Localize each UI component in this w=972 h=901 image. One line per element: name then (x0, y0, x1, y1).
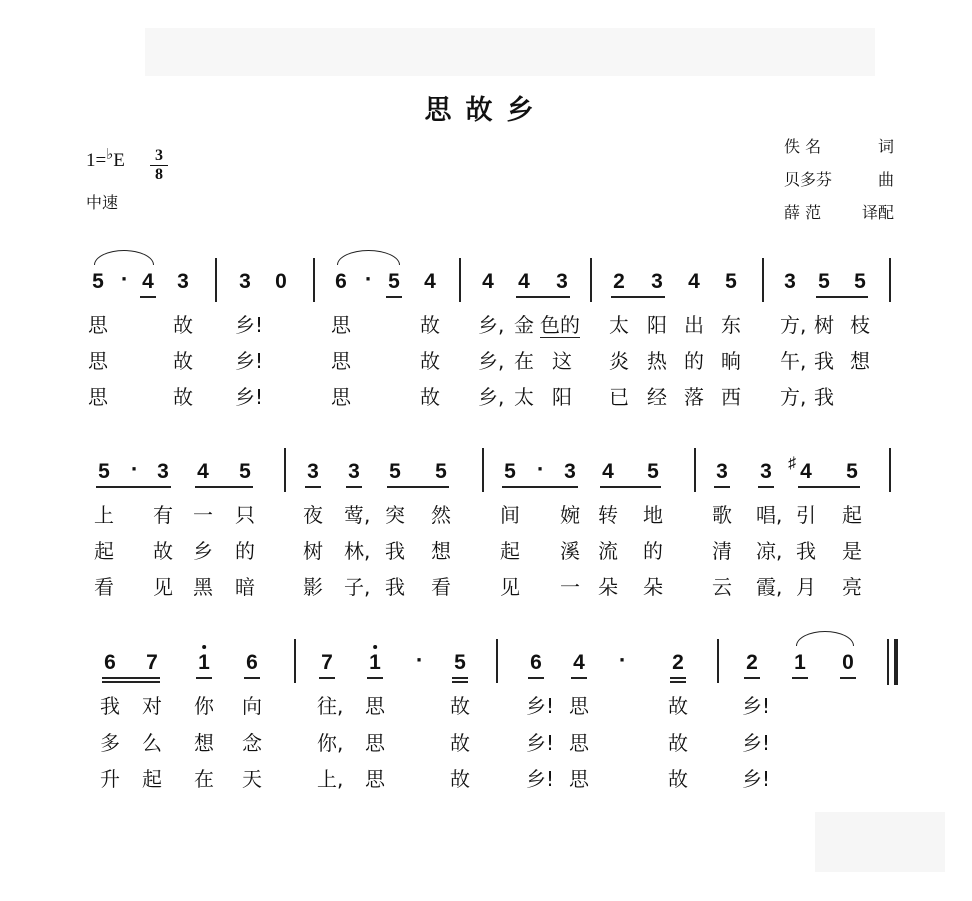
note (142, 270, 154, 294)
note (424, 270, 436, 294)
lyric-syllable: 阳 (552, 385, 572, 409)
lyric-syllable: 天 (242, 767, 262, 791)
note-digit: 3 (651, 270, 663, 293)
lyric-syllable: 婉 (560, 503, 580, 527)
underline (386, 296, 402, 298)
note (725, 270, 737, 294)
note (197, 460, 209, 484)
lyric-syllable: 思 (569, 767, 589, 791)
lyric-syllable: 故 (450, 767, 470, 791)
underline (611, 296, 665, 298)
lyric-syllable: 故 (420, 349, 440, 373)
lyric-syllable: 故 (450, 694, 470, 718)
note (788, 455, 812, 484)
underline (96, 486, 171, 488)
lyric-syllable: 向 (242, 694, 262, 718)
underline (744, 677, 760, 679)
note (98, 460, 110, 484)
note-digit: 3 (784, 270, 796, 293)
barline (215, 258, 217, 302)
lyric-syllable: 在 (514, 349, 534, 373)
credit-composer (784, 167, 894, 190)
underline (452, 681, 468, 683)
note (239, 270, 251, 294)
lyric-syllable: 霞, (756, 575, 783, 599)
note (602, 460, 614, 484)
note-digit: 6 (530, 651, 542, 674)
credit-lyricist (784, 134, 894, 157)
lyric-syllable: 溪 (560, 539, 580, 563)
note (321, 651, 333, 675)
time-denominator: 8 (155, 166, 163, 183)
lyric-syllable: 黑 (193, 575, 213, 599)
note (647, 460, 659, 484)
note (518, 270, 530, 294)
lyric-syllable: 上 (94, 503, 114, 527)
note-digit: 3 (157, 460, 169, 483)
lyric-syllable: 然 (431, 503, 451, 527)
underline (319, 677, 335, 679)
lyric-syllable: 热 (647, 349, 667, 373)
lyric-syllable: 乡! (235, 349, 264, 373)
note (104, 651, 116, 675)
lyric-syllable: 朵 (643, 575, 663, 599)
note-digit: 3 (564, 460, 576, 483)
barline (590, 258, 592, 302)
note-digit: 7 (321, 651, 333, 674)
lyric-syllable: 思 (365, 731, 385, 755)
note-digit: 3 (348, 460, 360, 483)
underline (387, 486, 449, 488)
note (348, 460, 360, 484)
lyric-syllable: 升 (100, 767, 120, 791)
lyric-syllable: 这 (552, 349, 572, 373)
lyric-syllable: 故 (173, 385, 193, 409)
note (504, 460, 516, 484)
lyric-syllable: 想 (850, 349, 870, 373)
note-digit: 1 (794, 651, 806, 674)
note (573, 651, 585, 675)
lyric-syllable: 清 (712, 539, 732, 563)
augmentation-dot: · (618, 650, 626, 671)
underline (102, 677, 160, 679)
lyric-syllable: 我 (814, 349, 834, 373)
octave-dot (373, 645, 377, 649)
underline (305, 486, 321, 488)
lyric-syllable: 思 (569, 694, 589, 718)
lyric-syllable: 乡 (193, 539, 213, 563)
time-numerator: 3 (155, 147, 163, 164)
lyric-syllable: 莺, (344, 503, 371, 527)
note-digit: 3 (177, 270, 189, 293)
note (198, 651, 210, 675)
lyric-syllable: 故 (668, 767, 688, 791)
note-digit: 4 (197, 460, 209, 483)
note (92, 270, 104, 294)
underline (195, 486, 253, 488)
lyric-syllable: 见 (500, 575, 520, 599)
note (388, 270, 400, 294)
note-digit: 6 (246, 651, 258, 674)
note (794, 651, 806, 675)
lyric-syllable: 林, (344, 539, 371, 563)
note-digit: 4 (573, 651, 585, 674)
lyric-syllable: 故 (420, 313, 440, 337)
underline (140, 296, 156, 298)
sharp-sign: ♯ (788, 455, 797, 472)
lyric-syllable: 树 (814, 313, 834, 337)
background-band (145, 28, 875, 76)
note (307, 460, 319, 484)
underline (714, 486, 730, 488)
lyric-syllable: 方, (780, 385, 807, 409)
note (239, 460, 251, 484)
note (389, 460, 401, 484)
barline (294, 639, 296, 683)
flat-sign: ♭ (106, 147, 114, 163)
note (335, 270, 347, 294)
lyric-syllable: 影 (303, 575, 323, 599)
lyric-syllable: 流 (598, 539, 618, 563)
note-digit: 4 (800, 460, 812, 483)
lyric-syllable: 出 (684, 313, 704, 337)
augmentation-dot: · (130, 459, 138, 480)
note-digit: 0 (275, 270, 287, 293)
note (564, 460, 576, 484)
lyric-syllable: 对 (142, 694, 162, 718)
underline (798, 486, 860, 488)
note-digit: 4 (142, 270, 154, 293)
note-digit: 5 (239, 460, 251, 483)
final-barline (887, 639, 889, 685)
lyric-syllable: 思 (365, 694, 385, 718)
barline (313, 258, 315, 302)
lyric-syllable: 故 (173, 349, 193, 373)
note (842, 651, 854, 675)
note (854, 270, 866, 294)
lyric-syllable: 的 (643, 539, 663, 563)
note-digit: 0 (842, 651, 854, 674)
underline (196, 677, 212, 679)
lyric-syllable: 东 (721, 313, 741, 337)
note-digit: 1 (198, 651, 210, 674)
note-digit: 5 (92, 270, 104, 293)
note (454, 651, 466, 675)
note-digit: 5 (388, 270, 400, 293)
lyric-syllable: 乡, (478, 313, 505, 337)
lyric-syllable: 故 (420, 385, 440, 409)
underline (571, 677, 587, 679)
lyric-syllable: 歌 (712, 503, 732, 527)
lyric-syllable: 云 (712, 575, 732, 599)
augmentation-dot: · (536, 459, 544, 480)
note (672, 651, 684, 675)
note (746, 651, 758, 675)
lyric-syllable: 落 (684, 385, 704, 409)
lyric-syllable: 我 (385, 575, 405, 599)
lyric-syllable: 思 (88, 349, 108, 373)
underline (516, 296, 570, 298)
lyric-syllable: 看 (94, 575, 114, 599)
lyric-syllable: 凉, (756, 539, 783, 563)
lyric-syllable: 在 (194, 767, 214, 791)
lyric-syllable: 念 (242, 731, 262, 755)
lyric-syllable: 乡! (235, 385, 264, 409)
note-digit: 4 (602, 460, 614, 483)
note (784, 270, 796, 294)
lyric-syllable: 间 (500, 503, 520, 527)
note (688, 270, 700, 294)
note-digit: 3 (239, 270, 251, 293)
lyric-syllable: 往, (317, 694, 344, 718)
lyric-syllable: 我 (814, 385, 834, 409)
underline (758, 486, 774, 488)
note (146, 651, 158, 675)
underline (502, 486, 578, 488)
lyric-syllable: 太 (514, 385, 534, 409)
lyric-syllable: 看 (431, 575, 451, 599)
lyric-syllable: 故 (450, 731, 470, 755)
note-digit: 5 (846, 460, 858, 483)
note-digit: 2 (672, 651, 684, 674)
lyric-syllable: 起 (500, 539, 520, 563)
note-digit: 5 (504, 460, 516, 483)
underline (816, 296, 868, 298)
note (846, 460, 858, 484)
lyric-syllable: 暗 (235, 575, 255, 599)
lyric-syllable: 想 (194, 731, 214, 755)
note-digit: 3 (716, 460, 728, 483)
note (369, 651, 381, 675)
song-title: 思故乡 (424, 95, 548, 126)
note-digit: 6 (104, 651, 116, 674)
underline (528, 677, 544, 679)
note-digit: 2 (613, 270, 625, 293)
credit-name: 薛 范 (784, 203, 822, 222)
note-digit: 5 (725, 270, 737, 293)
lyric-syllable: 我 (796, 539, 816, 563)
note-digit: 3 (556, 270, 568, 293)
note-digit: 4 (688, 270, 700, 293)
lyric-syllable: 思 (331, 313, 351, 337)
lyric-syllable: 乡, (478, 385, 505, 409)
lyric-syllable: 我 (100, 694, 120, 718)
lyric-syllable: 乡! (526, 767, 555, 791)
note-digit: 7 (146, 651, 158, 674)
lyric-syllable: 方, (780, 313, 807, 337)
note-digit: 5 (647, 460, 659, 483)
barline (284, 448, 286, 492)
note (716, 460, 728, 484)
note-digit: 3 (307, 460, 319, 483)
note-digit: 5 (98, 460, 110, 483)
note-digit: 5 (854, 270, 866, 293)
lyric-syllable: 太 (609, 313, 629, 337)
barline (762, 258, 764, 302)
lyric-syllable: 上, (317, 767, 344, 791)
lyric-syllable: 么 (142, 731, 162, 755)
lyric-syllable: 阳 (647, 313, 667, 337)
underline (670, 677, 686, 679)
lyric-syllable: 晌 (721, 349, 741, 373)
lyric-syllable: 一 (560, 575, 580, 599)
augmentation-dot: · (415, 650, 423, 671)
underline (346, 486, 362, 488)
underline (452, 677, 468, 679)
lyric-syllable: 起 (842, 503, 862, 527)
lyric-syllable: 转 (598, 503, 618, 527)
note-digit: 2 (746, 651, 758, 674)
lyric-syllable: 乡! (235, 313, 264, 337)
note (275, 270, 287, 294)
lyric-syllable: 乡, (478, 349, 505, 373)
key-prefix: 1= (86, 150, 107, 171)
underline (840, 677, 856, 679)
lyric-syllable: 夜 (303, 503, 323, 527)
lyric-syllable: 故 (153, 539, 173, 563)
lyric-syllable: 唱, (756, 503, 783, 527)
time-signature (150, 148, 168, 183)
lyric-syllable: 一 (193, 503, 213, 527)
note (818, 270, 830, 294)
lyric-syllable: 突 (385, 503, 405, 527)
note (157, 460, 169, 484)
lyric-syllable: 亮 (842, 575, 862, 599)
credit-role: 译配 (861, 203, 894, 222)
lyric-syllable: 的 (235, 539, 255, 563)
key-signature (86, 147, 125, 172)
credit-translator (784, 200, 894, 223)
lyric-syllable: 我 (385, 539, 405, 563)
lyric-syllable: 起 (142, 767, 162, 791)
lyric-syllable: 乡! (742, 694, 771, 718)
note (556, 270, 568, 294)
key-tonic: E (113, 150, 125, 171)
lyric-syllable: 故 (173, 313, 193, 337)
lyric-syllable: 月 (796, 575, 816, 599)
lyric-syllable: 炎 (609, 349, 629, 373)
lyric-syllable: 是 (842, 539, 862, 563)
barline (694, 448, 696, 492)
underline (244, 677, 260, 679)
lyric-syllable: 只 (235, 503, 255, 527)
lyric-syllable: 午, (780, 349, 807, 373)
lyric-syllable: 思 (365, 767, 385, 791)
note (482, 270, 494, 294)
note-digit: 5 (389, 460, 401, 483)
final-barline (894, 639, 898, 685)
augmentation-dot: · (364, 269, 372, 290)
lyric-syllable: 金 (514, 313, 534, 337)
note-digit: 4 (424, 270, 436, 293)
barline (496, 639, 498, 683)
tempo-marking: 中速 (86, 193, 119, 212)
credit-name: 佚 名 (784, 137, 822, 156)
underline (670, 681, 686, 683)
underline (600, 486, 661, 488)
lyric-syllable: 见 (153, 575, 173, 599)
lyric-syllable: 枝 (850, 313, 870, 337)
slur (337, 250, 400, 265)
note-digit: 3 (760, 460, 772, 483)
slur (796, 631, 854, 646)
lyric-syllable: 子, (344, 575, 371, 599)
lyric-syllable: 故 (668, 694, 688, 718)
note-digit: 5 (818, 270, 830, 293)
lyric-syllable: 起 (94, 539, 114, 563)
note (530, 651, 542, 675)
lyric-syllable: 乡! (526, 694, 555, 718)
background-patch (815, 812, 945, 872)
lyric-syllable: 思 (88, 313, 108, 337)
underline (102, 681, 160, 683)
note (760, 460, 772, 484)
note-digit: 4 (482, 270, 494, 293)
lyric-syllable: 故 (668, 731, 688, 755)
note-digit: 5 (435, 460, 447, 483)
note (435, 460, 447, 484)
octave-dot (202, 645, 206, 649)
lyric-syllable: 朵 (598, 575, 618, 599)
barline (482, 448, 484, 492)
lyric-syllable: 西 (721, 385, 741, 409)
lyric-syllable: 引 (796, 503, 816, 527)
note (246, 651, 258, 675)
lyric-syllable: 色的 (540, 313, 580, 337)
lyric-syllable: 思 (88, 385, 108, 409)
lyric-syllable: 已 (609, 385, 629, 409)
note-digit: 1 (369, 651, 381, 674)
credit-role: 曲 (877, 170, 894, 189)
lyric-syllable: 你, (317, 731, 344, 755)
lyric-syllable: 想 (431, 539, 451, 563)
lyric-syllable: 多 (100, 731, 120, 755)
note-digit: 5 (454, 651, 466, 674)
lyric-syllable: 树 (303, 539, 323, 563)
note (613, 270, 625, 294)
barline (459, 258, 461, 302)
lyric-syllable: 你 (194, 694, 214, 718)
lyric-syllable: 经 (647, 385, 667, 409)
lyric-syllable: 思 (331, 385, 351, 409)
barline (717, 639, 719, 683)
note-digit: 6 (335, 270, 347, 293)
underline (792, 677, 808, 679)
lyric-syllable: 思 (331, 349, 351, 373)
lyric-syllable: 的 (684, 349, 704, 373)
note (651, 270, 663, 294)
lyric-syllable: 思 (569, 731, 589, 755)
underline (367, 677, 383, 679)
note-digit: 4 (518, 270, 530, 293)
lyric-syllable: 地 (643, 503, 663, 527)
lyric-syllable: 乡! (742, 731, 771, 755)
note (177, 270, 189, 294)
credit-name: 贝多芬 (784, 170, 833, 189)
barline (889, 448, 891, 492)
barline (889, 258, 891, 302)
credit-role: 词 (877, 137, 894, 156)
augmentation-dot: · (120, 269, 128, 290)
lyric-syllable: 乡! (742, 767, 771, 791)
lyric-syllable: 有 (153, 503, 173, 527)
slur (94, 250, 154, 265)
lyric-syllable: 乡! (526, 731, 555, 755)
